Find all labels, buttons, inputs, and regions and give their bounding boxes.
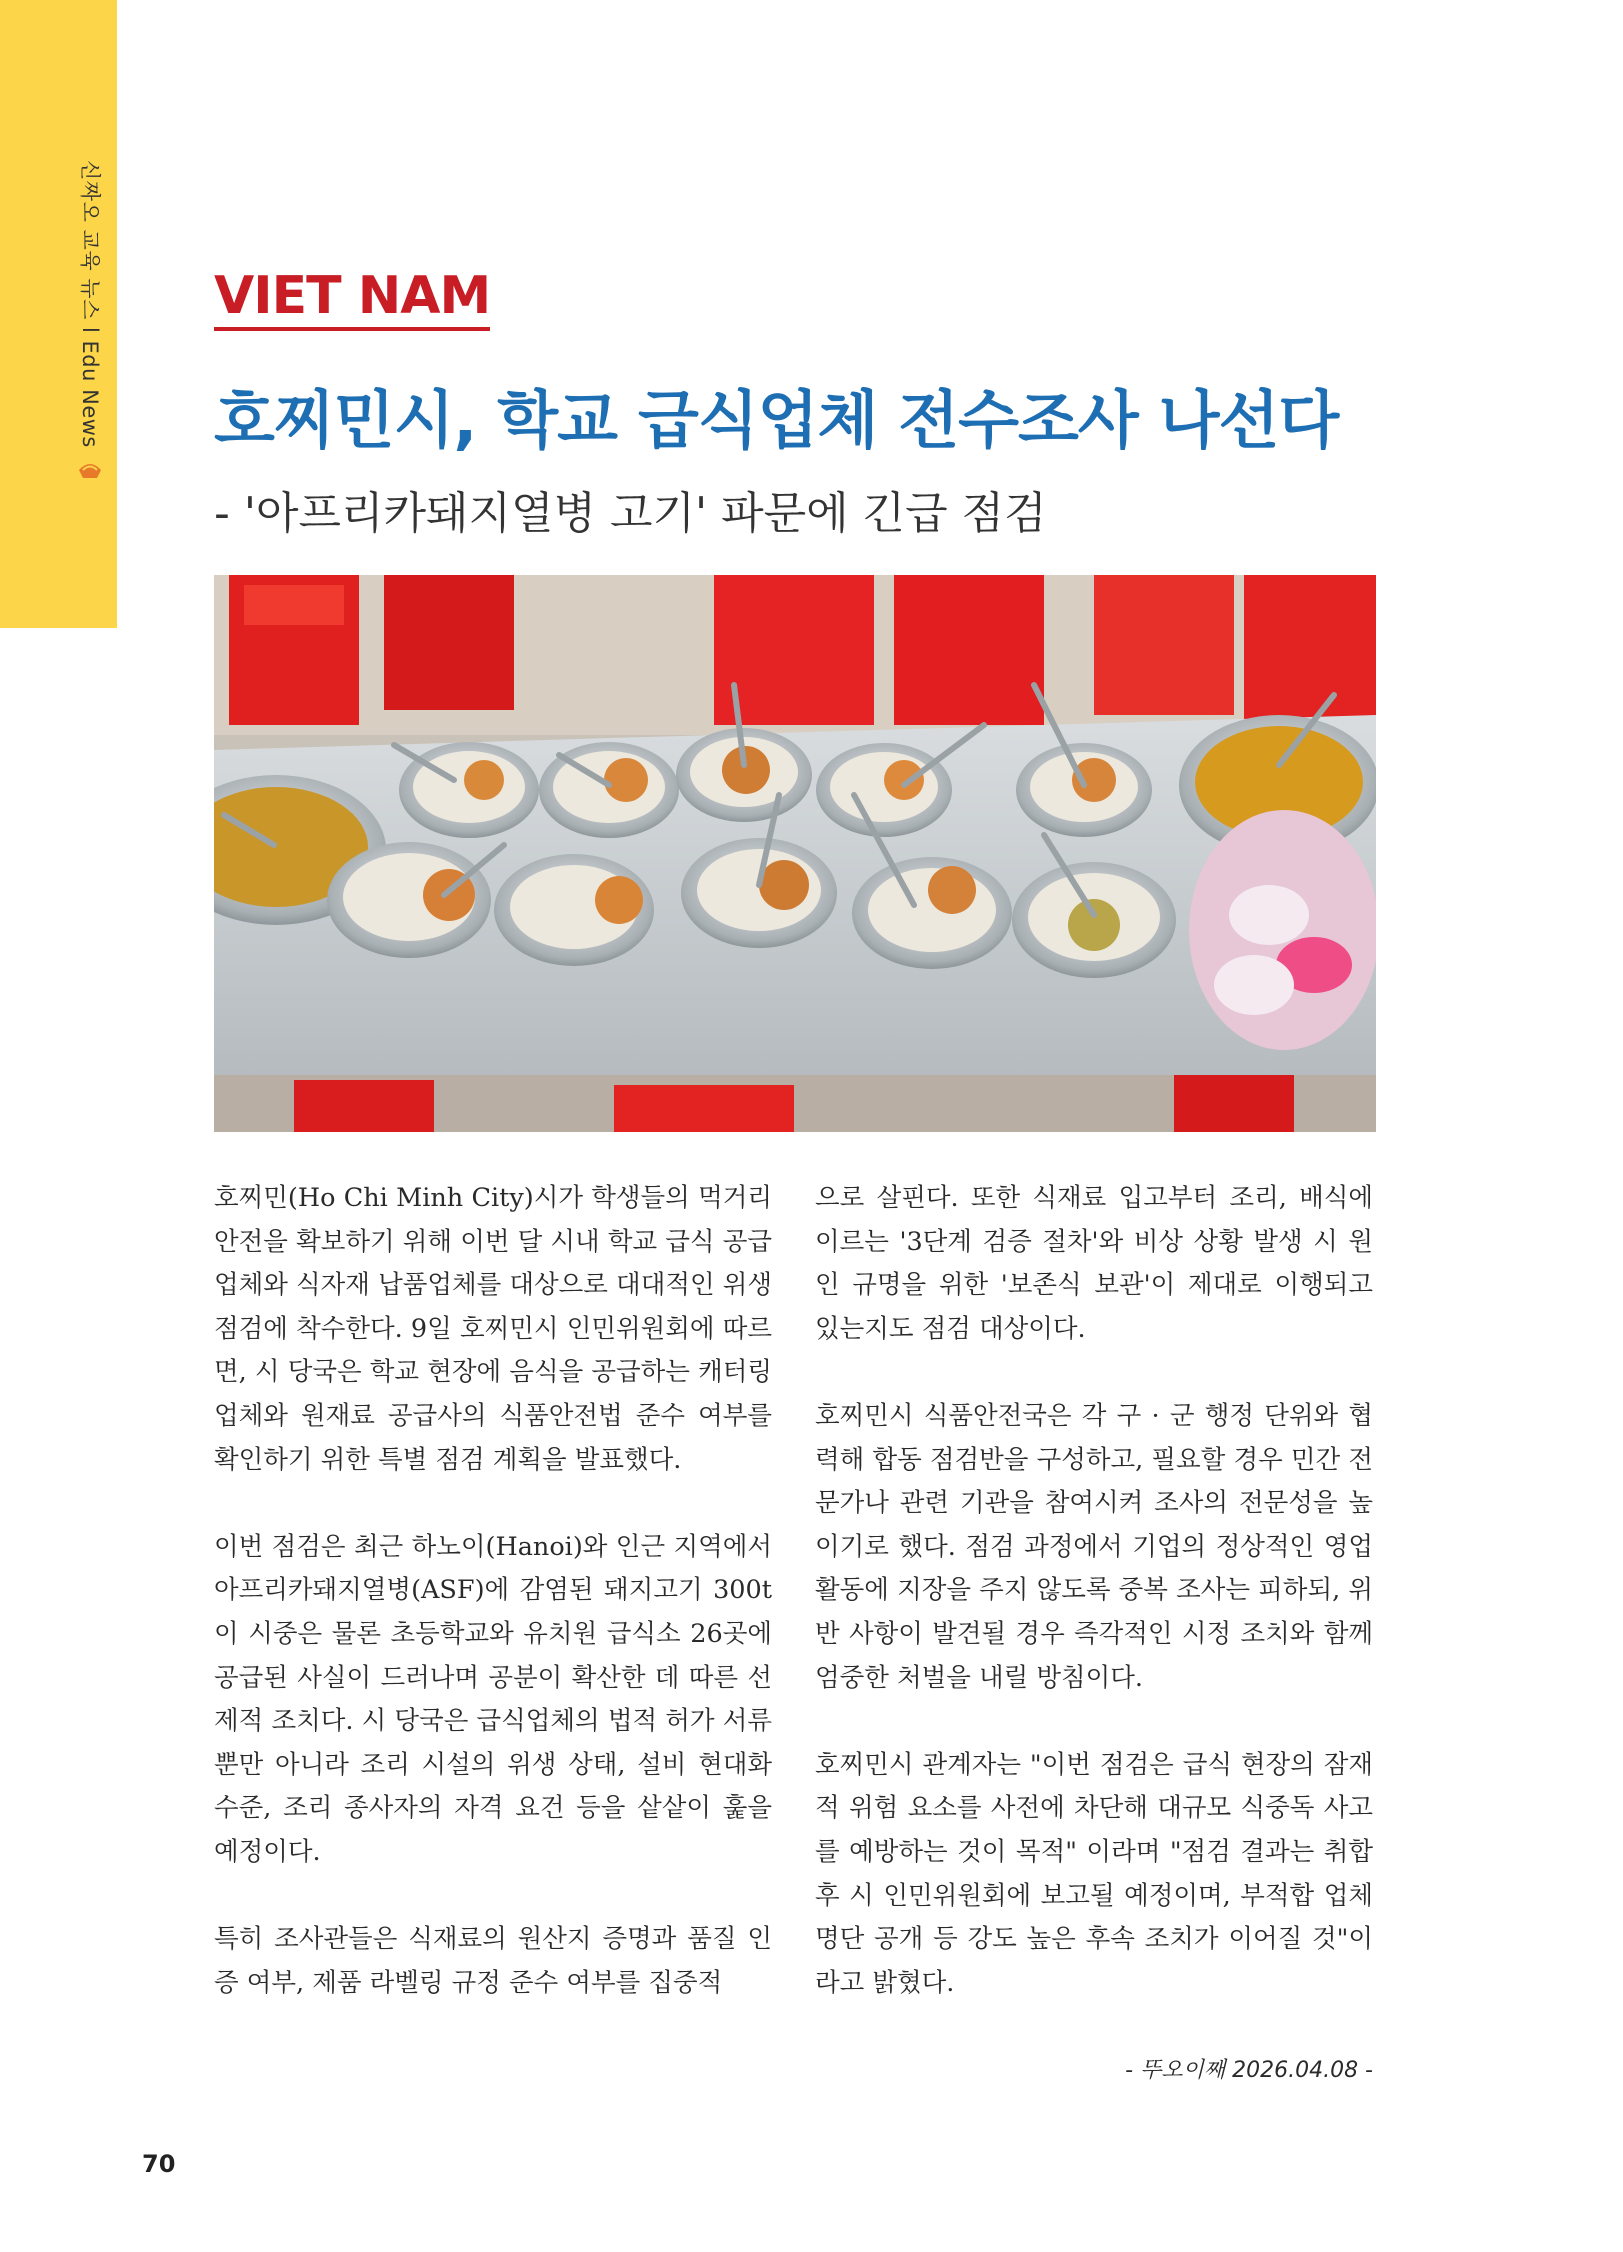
article-paragraph: 호찌민시 관계자는 "이번 점검은 급식 현장의 잠재적 위험 요소를 사전에 차단해 대규모 식중독 사고를 예방하는 것이 목적" 이라며 "점검 결과는 취합 후 시 인민위원회에 보고될 예정이며, 부적합 업체 명단 공개 등 강도 높은 후속 조치가 이어질 것"이라고 밝혔다. (815, 1749, 1373, 1998)
article-column-right (815, 1177, 1373, 2092)
article-column-left (214, 1177, 772, 2005)
article-photo (214, 575, 1376, 1132)
logo-icon (77, 458, 103, 480)
headline: 호찌민시, 학교 급식업체 전수조사 나선다 (214, 384, 1339, 457)
article-paragraph: 으로 살핀다. 또한 식재료 입고부터 조리, 배식에 이르는 '3단계 검증 절차'와 비상 상황 발생 시 원인 규명을 위한 '보존식 보관'이 제대로 이행되고 있는지도 점검 대상이다. (815, 1183, 1373, 1344)
section-label: VIET NAM (214, 268, 490, 331)
article-paragraph: 이번 점검은 최근 하노이(Hanoi)와 인근 지역에서 아프리카돼지열병(ASF)에 감염된 돼지고기 300t이 시중은 물론 초등학교와 유치원 급식소 26곳에 공급된 사실이 드러나며 공분이 확산한 데 따른 선제적 조치다. 시 당국은 급식업체의 법적 허가 서류뿐만 아니라 조리 시설의 위생 상태, 설비 현대화 수준, 조리 종사자의 자격 요건 등을 샅샅이 훑을 예정이다. (214, 1531, 772, 1867)
article-paragraph: 호찌민(Ho Chi Minh City)시가 학생들의 먹거리 안전을 확보하기 위해 이번 달 시내 학교 급식 공급업체와 식자재 납품업체를 대상으로 대대적인 위생 점검에 착수한다. 9일 호찌민시 인민위원회에 따르면, 시 당국은 학교 현장에 음식을 공급하는 캐터링 업체와 원재료 공급사의 식품안전법 준수 여부를 확인하기 위한 특별 점검 계획을 발표했다. (214, 1183, 772, 1475)
sidebar-magazine-name: 신짜오 교육 뉴스 l Edu News (78, 160, 102, 448)
article-source: - 뚜오이째 2026.04.08 - (1125, 2057, 1373, 2083)
subheadline: - '아프리카돼지열병 고기' 파문에 긴급 점검 (214, 488, 1047, 539)
article-paragraph: 특히 조사관들은 식재료의 원산지 증명과 품질 인증 여부, 제품 라벨링 규정 준수 여부를 집중적 (214, 1924, 772, 1998)
page-number: 70 (142, 2150, 176, 2178)
article-paragraph: 호찌민시 식품안전국은 각 구 · 군 행정 단위와 협력해 합동 점검반을 구성하고, 필요할 경우 민간 전문가나 관련 기관을 참여시켜 조사의 전문성을 높이기로 했다. 점검 과정에서 기업의 정상적인 영업 활동에 지장을 주지 않도록 중복 조사는 피하되, 위반 사항이 발견될 경우 즉각적인 시정 조치와 함께 엄중한 처벌을 내릴 방침이다. (815, 1400, 1373, 1693)
